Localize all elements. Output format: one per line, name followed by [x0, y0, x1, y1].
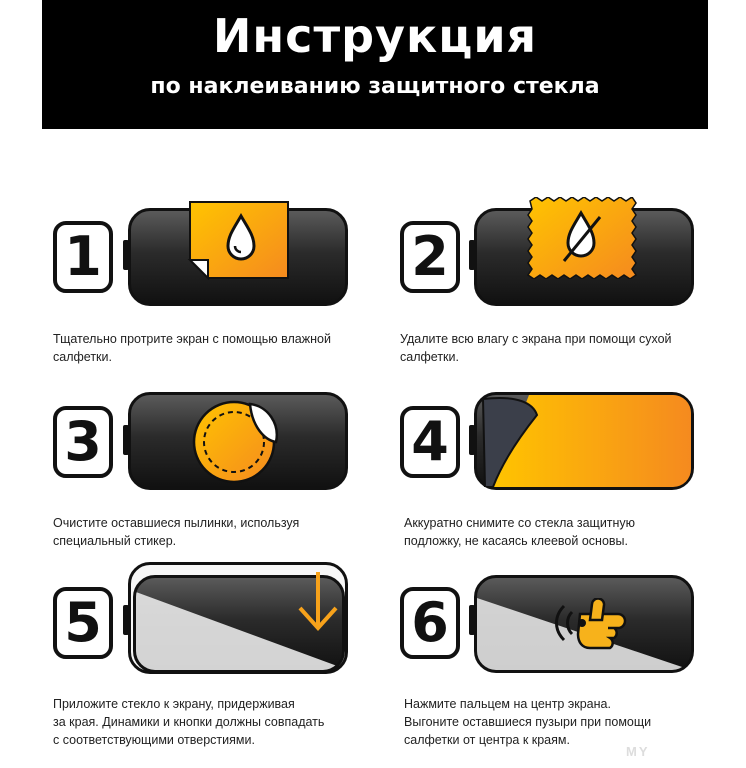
phone-side-button	[469, 425, 475, 455]
step-3-description: Очистите оставшиеся пылинки, используя специальный стикер.	[53, 516, 300, 548]
peel-film-icon	[477, 395, 691, 487]
step-number-1: 1	[53, 221, 113, 293]
phone-side-button	[123, 240, 129, 270]
phone-side-button	[123, 605, 129, 635]
header-banner	[42, 0, 708, 129]
step-6-description: Нажмите пальцем на центр экрана. Выгоните оставшиеся пузыри при помощи салфетки от центра к краям.	[404, 697, 652, 747]
dust-sticker-icon	[188, 396, 288, 486]
step-2-description: Удалите всю влагу с экрана при помощи сухой салфетки.	[400, 332, 672, 364]
step-4-description: Аккуратно снимите со стекла защитную подложку, не касаясь клеевой основы.	[404, 516, 636, 548]
arrow-down-icon	[296, 570, 340, 632]
step-number-6: 6	[400, 587, 460, 659]
step-1-description: Тщательно протрите экран с помощью влажной салфетки.	[53, 332, 331, 364]
step-number-2: 2	[400, 221, 460, 293]
page-subtitle: по наклеиванию защитного стекла	[150, 74, 600, 99]
step-5-description: Приложите стекло к экрану, придерживая за края. Динамики и кнопки должны совпадать с соответствующими отверстиями.	[53, 697, 325, 747]
dry-wipe-icon	[524, 197, 638, 279]
step-number-3: 3	[53, 406, 113, 478]
press-finger-icon	[552, 598, 636, 650]
watermark: MY	[626, 744, 650, 759]
phone-side-button	[469, 605, 475, 635]
phone-side-button	[123, 425, 129, 455]
wet-wipe-icon	[186, 200, 292, 280]
step-number-4: 4	[400, 406, 460, 478]
step-number-5: 5	[53, 587, 113, 659]
page-title: Инструкция	[212, 9, 538, 63]
phone-side-button	[469, 240, 475, 270]
